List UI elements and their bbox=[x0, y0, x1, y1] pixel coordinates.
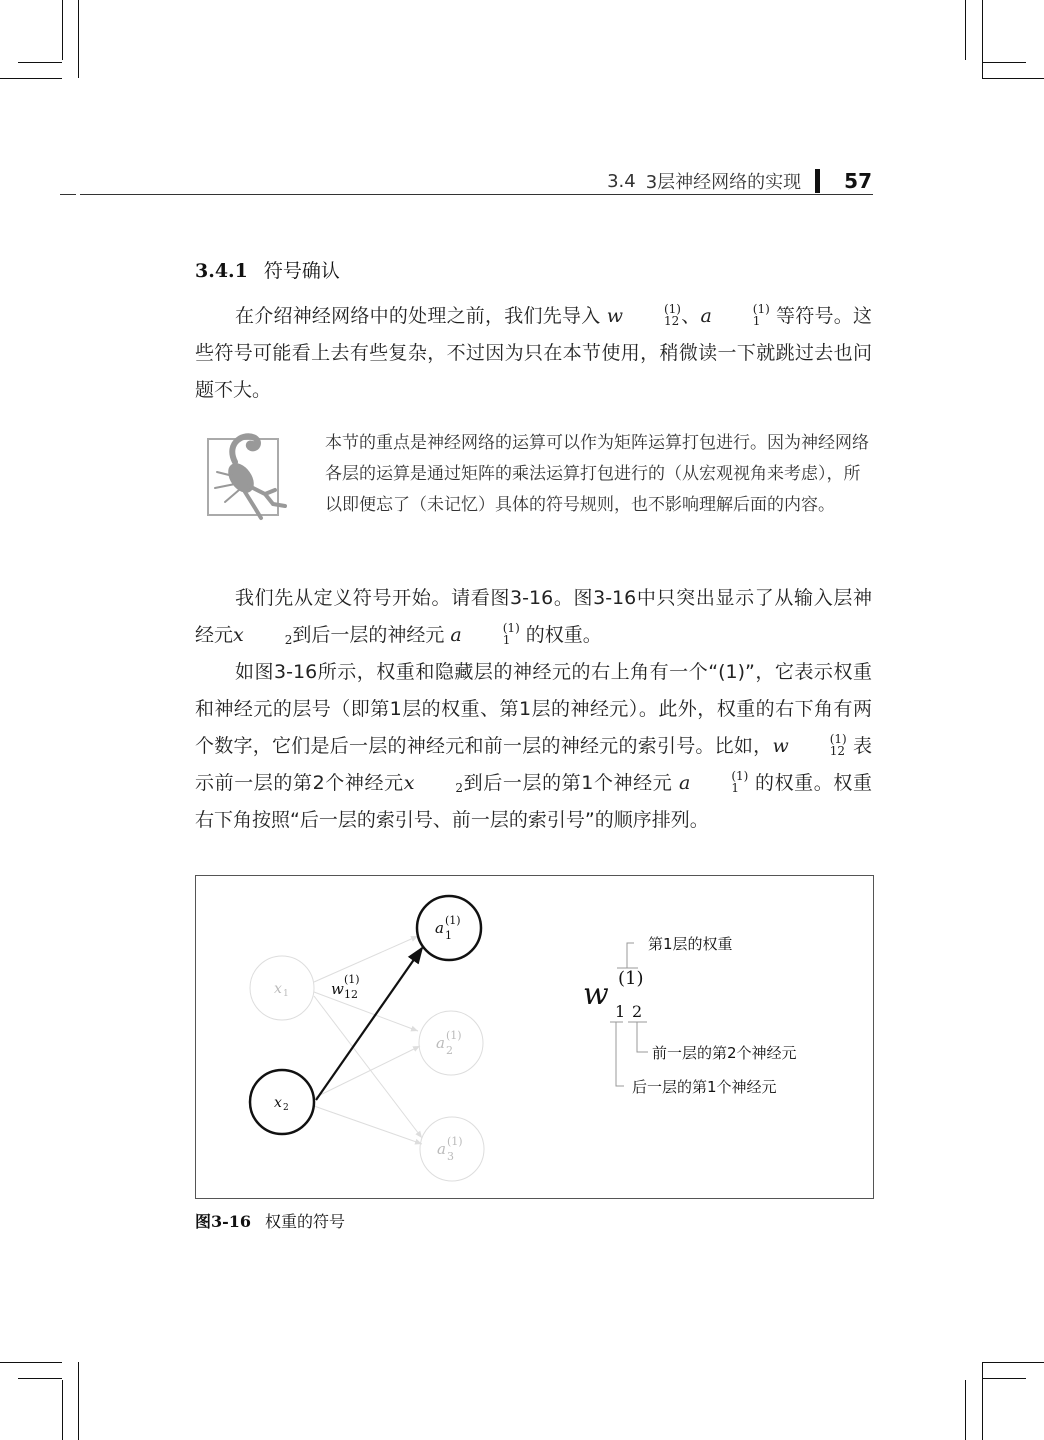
sub: 2 bbox=[284, 632, 293, 647]
a2-sup: (1) bbox=[446, 1029, 462, 1042]
node-a3 bbox=[420, 1117, 484, 1181]
sup: (1) bbox=[731, 768, 749, 783]
highlighted-edge bbox=[316, 948, 422, 1100]
sup: (1) bbox=[829, 731, 847, 746]
text: 的权重。 bbox=[519, 624, 602, 646]
x1-label: x bbox=[274, 981, 282, 997]
sub: 1 bbox=[731, 780, 739, 795]
crop-mark bbox=[0, 1362, 62, 1363]
math-var: x bbox=[403, 772, 415, 794]
text: 在介绍神经网络中的处理之前，我们先导入 bbox=[235, 305, 607, 327]
paragraph bbox=[195, 654, 872, 839]
crop-mark bbox=[982, 1378, 1026, 1379]
paragraph bbox=[195, 298, 872, 409]
crop-mark bbox=[982, 1362, 1044, 1363]
scorpion-icon bbox=[207, 438, 279, 516]
legend-sub2: 2 bbox=[632, 1002, 643, 1021]
text: 如图3-16所示，权重和隐藏层的神经元的右上角有一个“(1)”，它表示权重和神经元的层号（即第1层的权重、第1层的神经元）。此外，权重的右下角有两个数字，它们是后一层的神经元和前一层的神经元的索引号。比如， bbox=[195, 661, 872, 757]
crop-mark bbox=[0, 78, 62, 79]
sub: 1 bbox=[752, 313, 761, 328]
edge-weight-label: w bbox=[331, 980, 344, 998]
a2-sub: 2 bbox=[446, 1044, 453, 1057]
tip-note: 本节的重点是神经网络的运算可以作为矩阵运算打包进行。因为神经网络各层的运算是通过矩阵的乘法运算打包进行的（从宏观视角来考虑），所以即便忘了（未记忆）具体的符号规则，也不影响理解后面的内容。 bbox=[325, 433, 869, 515]
text: 表示前一层的第2个神经元 bbox=[195, 735, 872, 794]
header-section: 3.4 bbox=[607, 170, 636, 192]
a1-sup: (1) bbox=[445, 914, 461, 927]
sub: 12 bbox=[663, 313, 680, 328]
crop-mark bbox=[982, 78, 1044, 79]
math-var: x bbox=[233, 624, 244, 646]
crop-mark bbox=[62, 1380, 63, 1440]
crop-mark bbox=[18, 62, 62, 63]
x2-sub: 2 bbox=[283, 1103, 289, 1113]
edge-weight-sub: 12 bbox=[344, 988, 358, 1001]
math-script bbox=[691, 770, 748, 794]
crop-mark bbox=[965, 0, 966, 60]
a2-label: a bbox=[436, 1034, 445, 1052]
crop-mark bbox=[18, 1378, 62, 1379]
a3-label: a bbox=[437, 1140, 446, 1158]
crop-mark bbox=[78, 0, 79, 78]
legend-sub1: 1 bbox=[615, 1002, 626, 1021]
math-script bbox=[713, 303, 770, 327]
sup: (1) bbox=[752, 301, 770, 316]
math-var: a bbox=[700, 305, 712, 327]
node-x2 bbox=[250, 1070, 314, 1134]
x1-sub: 1 bbox=[283, 989, 289, 999]
sub: 12 bbox=[829, 743, 845, 758]
text: 到后一层的第1个神经元 bbox=[463, 772, 680, 794]
text: 等符号。这些符号可能看上去有些复杂，不过因为只在本节使用，稍微读一下就跳过去也问题不大。 bbox=[195, 305, 872, 401]
math-var: w bbox=[606, 305, 623, 327]
faded-edges bbox=[314, 936, 422, 1144]
section-number: 3.4.1 bbox=[195, 260, 248, 282]
text: 到后一层的神经元 bbox=[292, 624, 451, 646]
header-rule bbox=[60, 194, 76, 195]
a1-sub: 1 bbox=[445, 929, 452, 942]
legend-label-prev: 前一层的第2个神经元 bbox=[652, 1044, 797, 1062]
crop-mark bbox=[982, 0, 983, 78]
text: 的权重。权重右下角按照“后一层的索引号、前一层的索引号”的顺序排列。 bbox=[195, 772, 872, 831]
paragraph bbox=[195, 580, 872, 654]
math-var: a bbox=[450, 624, 462, 646]
crop-mark bbox=[982, 62, 1026, 63]
a3-sup: (1) bbox=[447, 1135, 463, 1148]
math-script bbox=[415, 782, 463, 794]
edge-weight-sup: (1) bbox=[344, 973, 360, 986]
header-title: 3层神经网络的实现 bbox=[645, 172, 802, 193]
header-bar bbox=[815, 169, 820, 193]
figure-caption bbox=[195, 1209, 345, 1232]
a1-label: a bbox=[435, 919, 444, 937]
sub: 2 bbox=[455, 780, 464, 795]
section-title: 符号确认 bbox=[263, 260, 340, 282]
sup: (1) bbox=[502, 620, 520, 635]
text: 我们先从定义符号开始。请看图3-16。图3-16中只突出显示了从输入层神经元 bbox=[195, 587, 872, 646]
node-x1 bbox=[250, 956, 314, 1020]
x2-label: x bbox=[274, 1095, 282, 1111]
text: 、 bbox=[680, 305, 701, 327]
sub: 1 bbox=[502, 632, 511, 647]
sup: (1) bbox=[663, 301, 681, 316]
math-script bbox=[624, 303, 681, 327]
math-script bbox=[790, 733, 847, 757]
crop-mark bbox=[62, 0, 63, 60]
crop-mark bbox=[982, 1362, 983, 1440]
page-number: 57 bbox=[844, 169, 872, 193]
math-var: w bbox=[772, 735, 789, 757]
legend-sup: (1) bbox=[618, 968, 644, 989]
legend-label-layer: 第1层的权重 bbox=[648, 935, 733, 953]
figure-number: 图3-16 bbox=[195, 1212, 252, 1231]
math-script bbox=[463, 622, 520, 646]
section-heading bbox=[195, 256, 340, 283]
figure-3-16 bbox=[195, 875, 874, 1199]
crop-mark bbox=[965, 1380, 966, 1440]
legend-w: w bbox=[583, 977, 609, 1012]
header-rule bbox=[80, 194, 873, 195]
math-script bbox=[245, 634, 293, 646]
crop-mark bbox=[78, 1362, 79, 1440]
node-a2 bbox=[419, 1011, 483, 1075]
a3-sub: 3 bbox=[447, 1150, 454, 1163]
node-a1 bbox=[417, 896, 481, 960]
math-var: a bbox=[679, 772, 691, 794]
legend-label-next: 后一层的第1个神经元 bbox=[632, 1078, 777, 1096]
running-header bbox=[607, 168, 872, 194]
figure-caption-text: 权重的符号 bbox=[265, 1212, 346, 1231]
